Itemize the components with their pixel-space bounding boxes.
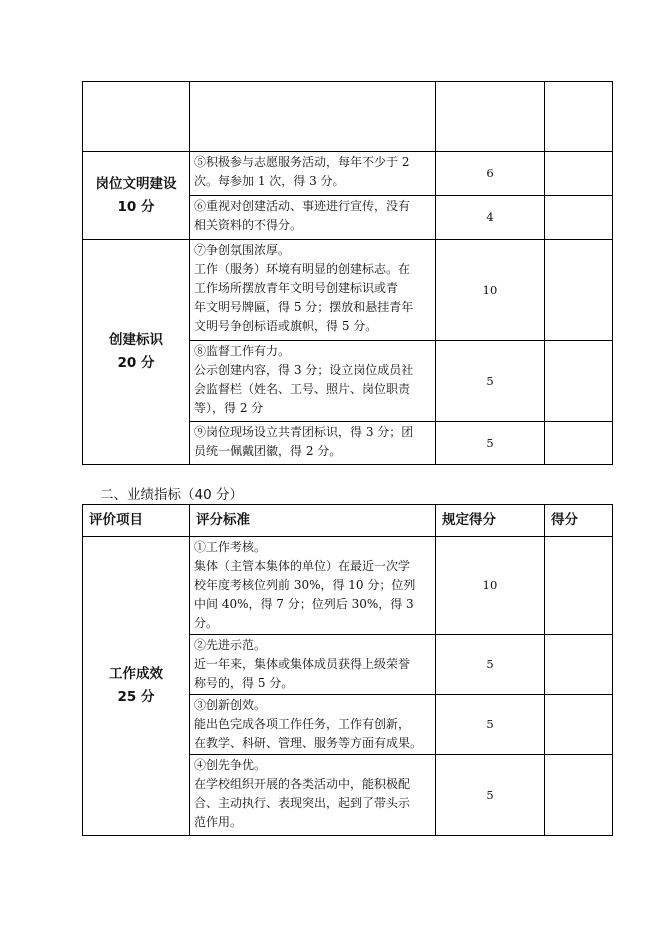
criteria-cell: ⑦争创氛围浓厚。 工作（服务）环境有明显的创建标志。在 工作场所摆放青年文明号创建标识或青 年文明号牌匾，得 5 分；摆放和悬挂青年 文明号争创标语或旗帜，得 5 分。	[190, 240, 436, 341]
earned-score-cell	[545, 755, 613, 836]
earned-score-cell	[545, 240, 613, 341]
criteria-cell: ⑤积极参与志愿服务活动，每年不少于 2 次。每参加 1 次，得 3 分。	[190, 152, 436, 196]
header-cell: 评分标准	[190, 505, 436, 537]
category-cell: 创建标识 20 分	[83, 240, 190, 465]
evaluation-table-1	[82, 81, 613, 465]
score-cell: 5	[436, 635, 545, 695]
score-cell: 5	[436, 422, 545, 465]
earned-score-cell	[545, 695, 613, 755]
empty-cell	[83, 82, 190, 152]
header-cell: 规定得分	[436, 505, 545, 537]
empty-cell	[436, 82, 545, 152]
criteria-cell: ①工作考核。 集体（主管本集体的单位）在最近一次学 校年度考核位列前 30%，得 10 分；位列 中间 40%，得 7 分；位列后 30%，得 3 分。	[190, 537, 436, 635]
header-cell: 得分	[545, 505, 613, 537]
table-row	[83, 240, 613, 341]
criteria-cell: ④创先争优。 在学校组织开展的各类活动中，能积极配 合、主动执行、表现突出，起到了带头示 范作用。	[190, 755, 436, 836]
score-cell: 5	[436, 695, 545, 755]
score-cell: 10	[436, 240, 545, 341]
empty-cell	[545, 82, 613, 152]
table-row	[83, 152, 613, 196]
category-cell: 工作成效 25 分	[83, 537, 190, 836]
evaluation-table-2	[82, 504, 613, 836]
earned-score-cell	[545, 635, 613, 695]
table-row	[83, 537, 613, 635]
earned-score-cell	[545, 152, 613, 196]
section-title: 二、业绩指标（40 分）	[100, 487, 243, 503]
earned-score-cell	[545, 422, 613, 465]
table-row-empty	[83, 82, 613, 152]
score-cell: 10	[436, 537, 545, 635]
earned-score-cell	[545, 341, 613, 422]
category-cell: 岗位文明建设 10 分	[83, 152, 190, 240]
score-cell: 4	[436, 196, 545, 240]
score-cell: 6	[436, 152, 545, 196]
empty-cell	[190, 82, 436, 152]
criteria-cell: ⑨岗位现场设立共青团标识，得 3 分；团 员统一佩戴团徽，得 2 分。	[190, 422, 436, 465]
criteria-cell: ②先进示范。 近一年来，集体或集体成员获得上级荣誉 称号的，得 5 分。	[190, 635, 436, 695]
score-cell: 5	[436, 755, 545, 836]
table-header-row	[83, 505, 613, 537]
criteria-cell: ⑥重视对创建活动、事迹进行宣传，没有 相关资料的不得分。	[190, 196, 436, 240]
criteria-cell: ③创新创效。 能出色完成各项工作任务，工作有创新， 在教学、科研、管理、服务等方面有成果。	[190, 695, 436, 755]
criteria-cell: ⑧监督工作有力。 公示创建内容，得 3 分；设立岗位成员社 会监督栏（姓名、工号、照片、岗位职责 等），得 2 分	[190, 341, 436, 422]
header-cell: 评价项目	[83, 505, 190, 537]
score-cell: 5	[436, 341, 545, 422]
earned-score-cell	[545, 537, 613, 635]
earned-score-cell	[545, 196, 613, 240]
